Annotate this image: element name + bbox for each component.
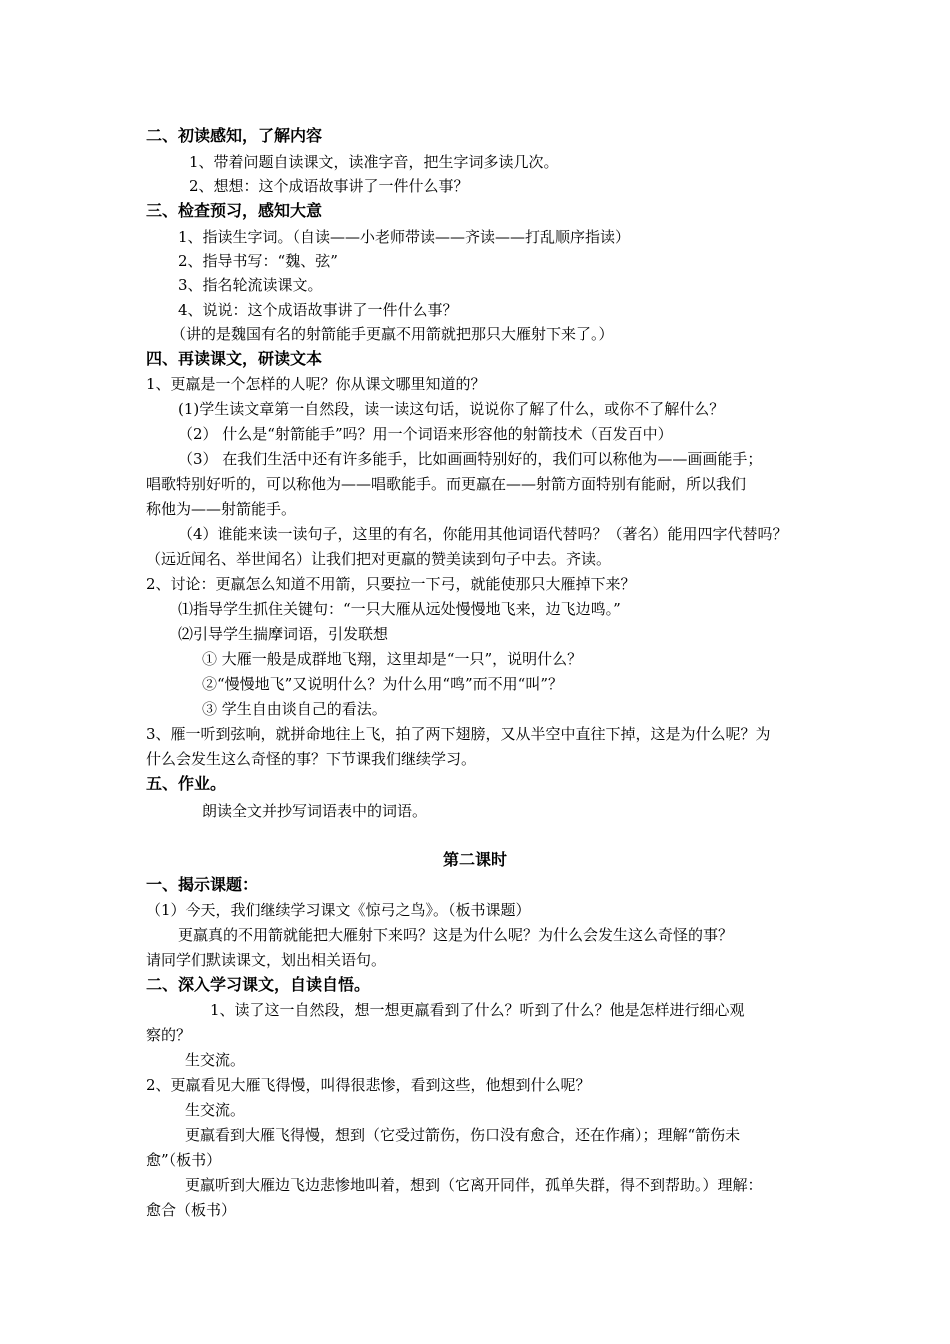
paragraph-line: （2） 什么是“射箭能手”吗？用一个词语来形容他的射箭技术（百发百中）	[178, 425, 673, 443]
paragraph-line: ②“慢慢地飞”又说明什么？为什么用“鸣”而不用“叫”？	[202, 675, 564, 693]
paragraph-line: （4）谁能来读一读句子，这里的有名，你能用其他词语代替吗？（著名）能用四字代替吗？	[178, 525, 788, 543]
paragraph-line: 2、讨论：更羸怎么知道不用箭，只要拉一下弓，就能使那只大雁掉下来？	[146, 575, 636, 593]
section-heading-5: 五、作业。	[146, 774, 227, 793]
section-heading: 一、揭示课题：	[146, 875, 259, 894]
paragraph-line: （3） 在我们生活中还有许多能手，比如画画特别好的，我们可以称他为——画画能手；	[178, 450, 763, 468]
paragraph-line: 2、想想：这个成语故事讲了一件什么事？	[189, 177, 469, 195]
paragraph-line: 1、读了这一自然段，想一想更羸看到了什么？听到了什么？他是怎样进行细心观	[210, 1001, 745, 1019]
paragraph-line: 什么会发生这么奇怪的事？下节课我们继续学习。	[146, 750, 477, 768]
paragraph-line: 生交流。	[185, 1051, 246, 1069]
paragraph-line: 请同学们默读课文，划出相关语句。	[146, 951, 387, 969]
paragraph-line: （1）今天，我们继续学习课文《惊弓之鸟》。（板书课题）	[146, 901, 531, 919]
paragraph-line: 1、带着问题自读课文，读准字音，把生字词多读几次。	[189, 153, 559, 171]
paragraph-line: 1、更羸是一个怎样的人呢？你从课文哪里知道的？	[146, 375, 486, 393]
section-heading: 二、深入学习课文，自读自悟。	[146, 975, 371, 994]
paragraph-line: ⑴指导学生抓住关键句：“一只大雁从远处慢慢地飞来，边飞边鸣。”	[178, 600, 621, 618]
paragraph-line: ① 大雁一般是成群地飞翔，这里却是“一只”，说明什么？	[202, 650, 583, 668]
paragraph-line: 3、指名轮流读课文。	[178, 276, 323, 294]
paragraph-line: 更羸看到大雁飞得慢，想到（它受过箭伤，伤口没有愈合，还在作痛）；理解“箭伤未	[185, 1126, 741, 1144]
paragraph-line: 2、更羸看见大雁飞得慢，叫得很悲惨，看到这些，他想到什么呢？	[146, 1076, 591, 1094]
paragraph-line: 生交流。	[185, 1101, 246, 1119]
paragraph-line: 4、说说：这个成语故事讲了一件什么事？	[178, 301, 458, 319]
paragraph-line: 更羸听到大雁边飞边悲惨地叫着，想到（它离开同伴，孤单失群，得不到帮助。）理解：	[185, 1176, 763, 1194]
paragraph-line: 3、雁一听到弦响，就拼命地往上飞，拍了两下翅膀，又从半空中直往下掉，这是为什么呢？为	[146, 725, 771, 743]
paragraph-line: 愈合（板书）	[146, 1201, 237, 1219]
paragraph-line: 1、指读生字词。（自读——小老师带读——齐读——打乱顺序指读）	[178, 228, 631, 246]
paragraph-line: ⑵引导学生揣摩词语，引发联想	[178, 625, 389, 643]
lesson-title: 第二课时	[442, 850, 507, 869]
paragraph-line: 唱歌特别好听的，可以称他为——唱歌能手。而更羸在——射箭方面特别有能耐，所以我们	[146, 475, 747, 493]
paragraph-line: 愈”（板书）	[146, 1151, 222, 1169]
paragraph-line: 更羸真的不用箭就能把大雁射下来吗？这是为什么呢？为什么会发生这么奇怪的事？	[178, 926, 734, 944]
section-heading-4: 四、再读课文，研读文本	[146, 349, 323, 368]
paragraph-line: 称他为——射箭能手。	[146, 500, 297, 518]
paragraph-line: （远近闻名、举世闻名）让我们把对更羸的赞美读到句子中去。齐读。	[146, 550, 612, 568]
paragraph-line: 朗读全文并抄写词语表中的词语。	[202, 802, 428, 820]
paragraph-line: 2、指导书写：“魏、弦”	[178, 252, 338, 270]
section-heading-3: 三、检查预习，感知大意	[146, 201, 323, 220]
paragraph-line: 察的？	[146, 1026, 192, 1044]
paragraph-line: ③ 学生自由谈自己的看法。	[202, 700, 387, 718]
paragraph-line: （讲的是魏国有名的射箭能手更羸不用箭就把那只大雁射下来了。）	[171, 325, 614, 343]
paragraph-line: (1)学生读文章第一自然段，读一读这句话，说说你了解了什么，或你不了解什么？	[178, 400, 725, 418]
section-heading-2: 二、初读感知，了解内容	[146, 126, 323, 145]
